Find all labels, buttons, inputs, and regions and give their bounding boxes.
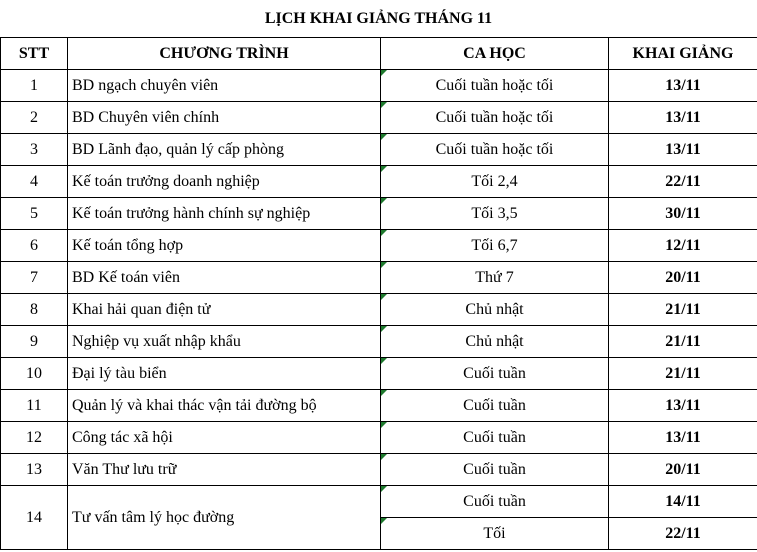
cell-stt: 8	[1, 294, 68, 326]
table-row	[1, 326, 757, 358]
cell-stt: 13	[1, 454, 68, 486]
cell-start: 20/11	[609, 262, 757, 294]
cell-start: 21/11	[609, 294, 757, 326]
cell-stt: 2	[1, 102, 68, 134]
table-row	[1, 230, 757, 262]
table-row	[1, 198, 757, 230]
cell-program: Văn Thư lưu trữ	[68, 454, 381, 486]
header-program: CHƯƠNG TRÌNH	[68, 38, 381, 70]
cell-stt: 10	[1, 358, 68, 390]
table-row	[1, 294, 757, 326]
cell-program: Đại lý tàu biển	[68, 358, 381, 390]
cell-program: BD Lãnh đạo, quản lý cấp phòng	[68, 134, 381, 166]
cell-start: 13/11	[609, 390, 757, 422]
cell-program: BD Kế toán viên	[68, 262, 381, 294]
cell-shift: Tối 3,5	[381, 198, 609, 230]
cell-program: BD Chuyên viên chính	[68, 102, 381, 134]
table-row	[1, 102, 757, 134]
header-shift: CA HỌC	[381, 38, 609, 70]
cell-start: 12/11	[609, 230, 757, 262]
header-row	[1, 38, 757, 70]
cell-start: 22/11	[609, 166, 757, 198]
cell-start: 21/11	[609, 358, 757, 390]
cell-stt: 7	[1, 262, 68, 294]
cell-shift: Chủ nhật	[381, 294, 609, 326]
table-row	[1, 166, 757, 198]
table-row	[1, 262, 757, 294]
cell-program: Kế toán trưởng hành chính sự nghiệp	[68, 198, 381, 230]
header-stt: STT	[1, 38, 68, 70]
table-row	[1, 134, 757, 166]
cell-stt: 3	[1, 134, 68, 166]
cell-start: 22/11	[609, 518, 757, 550]
cell-start: 13/11	[609, 102, 757, 134]
cell-shift: Tối 2,4	[381, 166, 609, 198]
cell-shift: Cuối tuần	[381, 486, 609, 518]
cell-program: Công tác xã hội	[68, 422, 381, 454]
table-row	[1, 454, 757, 486]
cell-program: Kế toán tổng hợp	[68, 230, 381, 262]
cell-stt: 14	[1, 486, 68, 550]
cell-stt: 12	[1, 422, 68, 454]
cell-stt: 4	[1, 166, 68, 198]
cell-program: Quản lý và khai thác vận tải đường bộ	[68, 390, 381, 422]
cell-shift: Cuối tuần hoặc tối	[381, 70, 609, 102]
cell-start: 30/11	[609, 198, 757, 230]
cell-start: 13/11	[609, 422, 757, 454]
cell-start: 21/11	[609, 326, 757, 358]
cell-start: 13/11	[609, 70, 757, 102]
cell-stt: 5	[1, 198, 68, 230]
cell-stt: 9	[1, 326, 68, 358]
cell-shift: Cuối tuần	[381, 390, 609, 422]
cell-shift: Cuối tuần	[381, 454, 609, 486]
cell-shift: Tối	[381, 518, 609, 550]
cell-shift: Tối 6,7	[381, 230, 609, 262]
cell-shift: Cuối tuần	[381, 422, 609, 454]
cell-shift: Thứ 7	[381, 262, 609, 294]
cell-start: 13/11	[609, 134, 757, 166]
table-row	[1, 422, 757, 454]
cell-stt: 11	[1, 390, 68, 422]
cell-program: Nghiệp vụ xuất nhập khẩu	[68, 326, 381, 358]
table-row	[1, 358, 757, 390]
cell-program: Khai hải quan điện tử	[68, 294, 381, 326]
cell-program: BD ngạch chuyên viên	[68, 70, 381, 102]
cell-start: 20/11	[609, 454, 757, 486]
schedule-table	[0, 37, 757, 550]
cell-program: Kế toán trưởng doanh nghiệp	[68, 166, 381, 198]
table-row	[1, 390, 757, 422]
cell-program: Tư vấn tâm lý học đường	[68, 486, 381, 550]
cell-shift: Cuối tuần	[381, 358, 609, 390]
cell-stt: 6	[1, 230, 68, 262]
table-row	[1, 70, 757, 102]
cell-stt: 1	[1, 70, 68, 102]
schedule-title: LỊCH KHAI GIẢNG THÁNG 11	[264, 10, 493, 27]
table-row	[1, 486, 757, 518]
cell-shift: Cuối tuần hoặc tối	[381, 134, 609, 166]
cell-shift: Chủ nhật	[381, 326, 609, 358]
header-start: KHAI GIẢNG	[609, 38, 757, 70]
cell-shift: Cuối tuần hoặc tối	[381, 102, 609, 134]
cell-start: 14/11	[609, 486, 757, 518]
